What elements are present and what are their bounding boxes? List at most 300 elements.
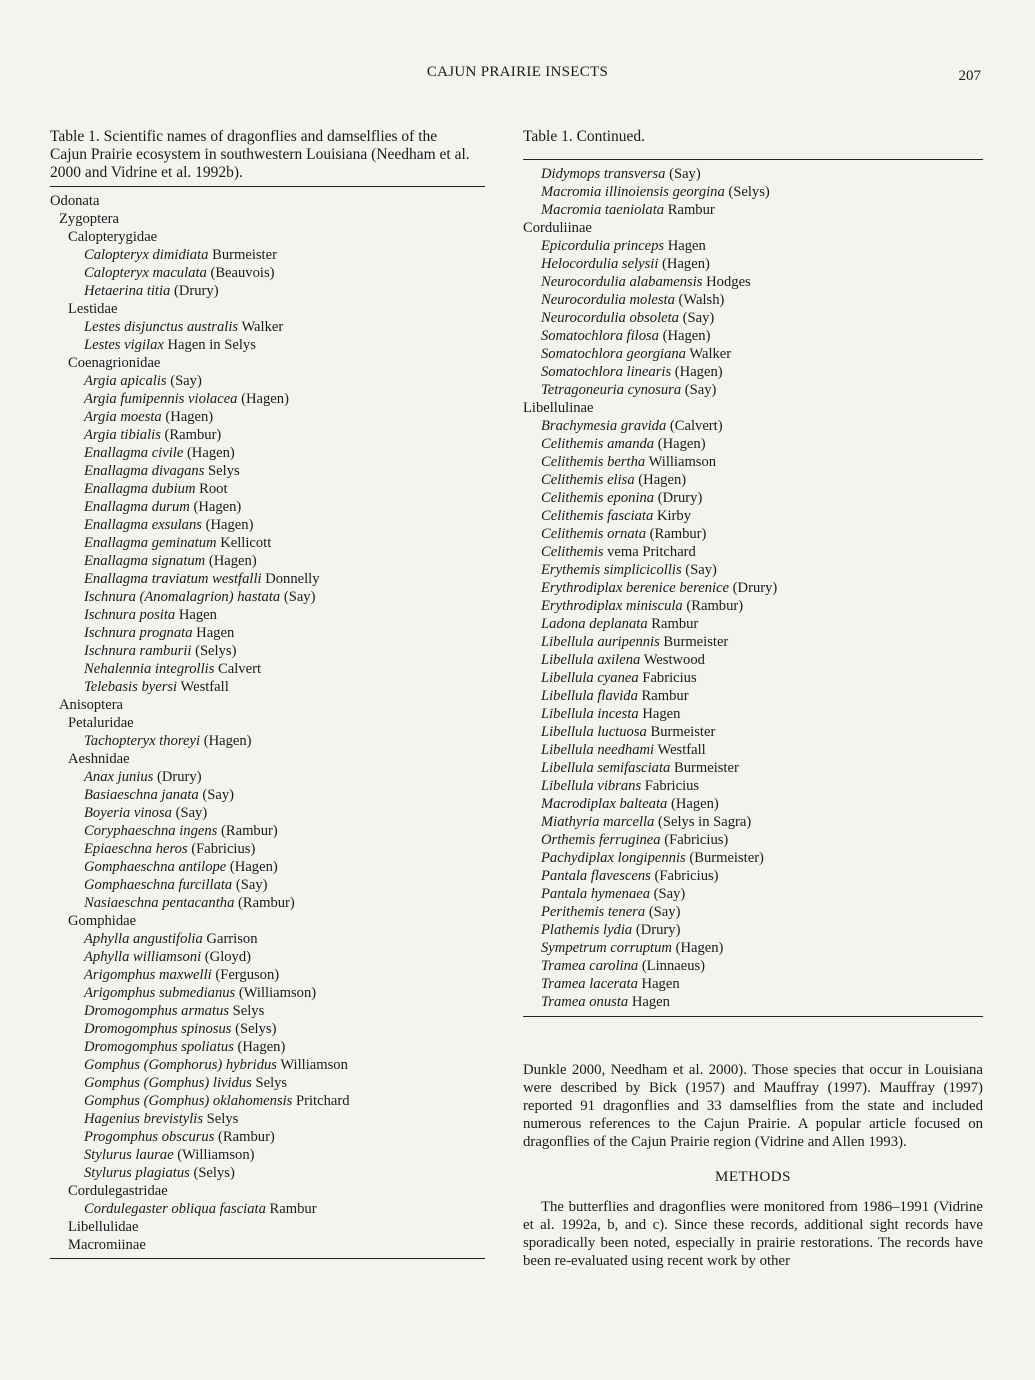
species-name: Tachopteryx thoreyi <box>84 733 201 749</box>
species-author: (Say) <box>166 373 202 389</box>
species-entry <box>50 372 485 390</box>
species-entry <box>523 183 983 201</box>
species-name: Gomphus (Gomphus) lividus <box>84 1075 252 1091</box>
taxon-heading <box>50 714 485 732</box>
species-author: (Selys in Sagra) <box>654 814 752 830</box>
body-paragraph: Dunkle 2000, Needham et al. 2000). Those species that occur in Louisiana were described by Bick (1957) and Mauffray (1997). Mauffray (1997) reported 91 dragonflies and 33 damselflies from the state and included numerous references to the Cajun Prairie. A popular article focused on dragonflies of the Cajun Prairie region (Vidrine and Allen 1993). <box>523 1062 983 1150</box>
species-entry <box>523 237 983 255</box>
species-entry <box>50 390 485 408</box>
running-head: CAJUN PRAIRIE INSECTS <box>426 64 609 80</box>
species-author: (Hagen) <box>205 553 257 569</box>
species-author: (Say) <box>171 805 208 821</box>
species-entry <box>50 444 485 462</box>
species-name: Progomphus obscurus <box>84 1129 215 1145</box>
species-author: (Hagen) <box>200 733 252 749</box>
species-name: Libellula semifasciata <box>541 760 671 776</box>
species-name: Libellula incesta <box>541 706 639 722</box>
table-left-column <box>50 128 485 1259</box>
species-author: (Hagen) <box>658 256 710 272</box>
species-entry <box>523 201 983 219</box>
species-entry <box>523 363 983 381</box>
species-author: (Drury) <box>729 580 778 596</box>
species-author: Burmeister <box>670 760 739 776</box>
species-name: Celithemis eponina <box>541 490 655 506</box>
species-entry <box>523 867 983 885</box>
taxon-heading <box>50 192 485 210</box>
species-entry <box>50 318 485 336</box>
page-number: 207 <box>958 68 981 84</box>
species-author: (Burmeister) <box>685 850 764 866</box>
taxon-name: Zygoptera <box>59 211 119 227</box>
species-name: Enallagma signatum <box>84 553 206 569</box>
species-author: (Hagen) <box>183 445 235 461</box>
species-author: Burmeister <box>659 634 729 650</box>
taxon-name: Libellulidae <box>68 1219 139 1235</box>
table-continued-caption: Table 1. Continued. <box>523 128 646 145</box>
species-author: (Rambur) <box>160 427 222 443</box>
species-entry <box>50 660 485 678</box>
species-entry <box>50 1164 485 1182</box>
species-author: Selys <box>204 463 240 479</box>
species-entry <box>50 534 485 552</box>
species-entry <box>523 507 983 525</box>
species-author: Pritchard <box>292 1093 350 1109</box>
species-name: Stylurus plagiatus <box>84 1165 190 1181</box>
species-entry <box>523 291 983 309</box>
taxon-name: Aeshnidae <box>68 751 130 767</box>
species-entry <box>50 930 485 948</box>
species-entry <box>523 273 983 291</box>
species-author: (Say) <box>198 787 234 803</box>
species-author: Donnelly <box>261 571 320 587</box>
taxon-name: Macromiinae <box>68 1237 146 1253</box>
species-name: Macromia illinoiensis georgina <box>541 184 725 200</box>
species-author: (Calvert) <box>666 418 723 434</box>
species-name: Sympetrum corruptum <box>541 940 672 956</box>
table-caption: Table 1. Scientific names of dragonflies and damselflies of the Cajun Prairie ecosystem in southwestern Louisiana (Needham et al. 2000 and Vidrine et al. 1992b). <box>50 128 470 181</box>
species-author: (Say) <box>280 589 316 605</box>
species-author: (Hagen) <box>671 940 724 956</box>
species-entry <box>50 858 485 876</box>
species-author: Fabricius <box>638 670 697 686</box>
section-heading-methods: METHODS <box>714 1169 791 1185</box>
species-author: (Williamson) <box>235 985 317 1001</box>
species-entry <box>50 246 485 264</box>
taxon-heading <box>523 219 983 237</box>
species-entry <box>50 624 485 642</box>
species-entry <box>523 723 983 741</box>
species-author: (Hagen) <box>237 391 289 407</box>
species-entry <box>523 435 983 453</box>
species-name: Miathyria marcella <box>541 814 655 830</box>
species-name: Celithemis elisa <box>541 472 635 488</box>
species-author: Williamson <box>276 1057 348 1073</box>
species-entry <box>50 984 485 1002</box>
species-name: Enallagma divagans <box>84 463 205 479</box>
species-name: Somatochlora linearis <box>541 364 672 380</box>
species-entry <box>523 759 983 777</box>
species-entry <box>50 1110 485 1128</box>
species-name: Gomphus (Gomphorus) hybridus <box>84 1057 277 1073</box>
species-author: (Hagen) <box>667 796 719 812</box>
species-author: (Say) <box>645 904 681 920</box>
species-entry <box>50 552 485 570</box>
species-entry <box>50 1200 485 1218</box>
species-author: (Hagen) <box>671 364 723 380</box>
species-author: Selys <box>203 1111 239 1127</box>
species-name: Macromia taeniolata <box>541 202 665 218</box>
species-entry <box>50 498 485 516</box>
species-name: Arigomphus submedianus <box>84 985 236 1001</box>
species-entry <box>523 795 983 813</box>
species-author: (Rambur) <box>682 598 744 614</box>
species-name: Ladona deplanata <box>541 616 648 632</box>
species-author: (Hagen) <box>658 328 711 344</box>
species-name: Lestes vigilax <box>84 337 164 353</box>
species-author: (Hagen) <box>634 472 687 488</box>
species-name: Enallagma dubium <box>84 481 196 497</box>
species-author: Walker <box>685 346 732 362</box>
species-author: (Selys) <box>191 643 237 659</box>
species-entry <box>523 921 983 939</box>
species-author: (Williamson) <box>173 1147 255 1163</box>
species-name: Libellula needhami <box>541 742 655 758</box>
right-column <box>523 128 983 1270</box>
species-author: vema Pritchard <box>603 544 696 560</box>
species-name: Libellula axilena <box>541 652 641 668</box>
species-author: (Hagen) <box>161 409 214 425</box>
species-author: Hagen <box>628 994 670 1010</box>
species-entry <box>523 813 983 831</box>
body-paragraph: The butterflies and dragonflies were monitored from 1986–1991 (Vidrine et al. 1992a, b, and c). Since these records, additional sight records have sporadically been noted, especially in prairie restorations. The records have been re-evaluated using recent work by other <box>523 1199 983 1269</box>
species-entry <box>523 831 983 849</box>
table-top-rule <box>50 186 485 187</box>
species-name: Calopteryx dimidiata <box>84 247 209 263</box>
species-author: (Rambur) <box>217 823 278 839</box>
species-name: Libellula flavida <box>541 688 638 704</box>
species-author: (Hagen) <box>233 1039 286 1055</box>
species-name: Argia apicalis <box>84 373 167 389</box>
species-name: Enallagma civile <box>84 445 184 461</box>
species-name: Enallagma exsulans <box>84 517 202 533</box>
species-author: (Drury) <box>170 283 219 299</box>
species-author: Rambur <box>664 202 715 218</box>
species-author: Root <box>195 481 228 497</box>
species-entry <box>50 1146 485 1164</box>
taxon-heading <box>50 750 485 768</box>
species-author: (Ferguson) <box>211 967 280 983</box>
species-name: Libellula auripennis <box>541 634 660 650</box>
table-continued-bottom-rule <box>523 1016 983 1017</box>
taxon-heading <box>50 228 485 246</box>
species-entry <box>523 993 983 1011</box>
species-name: Epicordulia princeps <box>541 238 665 254</box>
table-bottom-rule <box>50 1258 485 1259</box>
species-entry <box>523 885 983 903</box>
species-name: Enallagma durum <box>84 499 190 515</box>
species-author: Selys <box>251 1075 288 1091</box>
species-entry <box>523 489 983 507</box>
species-author: Burmeister <box>208 247 277 263</box>
species-name: Celithemis <box>541 544 604 560</box>
species-entry <box>50 1074 485 1092</box>
species-entry <box>523 255 983 273</box>
species-name: Plathemis lydia <box>541 922 633 938</box>
species-entry <box>523 165 983 183</box>
species-author: Hagen <box>637 976 680 992</box>
species-entry <box>50 516 485 534</box>
species-author: (Rambur) <box>234 895 295 911</box>
species-author: (Say) <box>678 310 715 326</box>
species-entry <box>523 939 983 957</box>
species-name: Tramea carolina <box>541 958 639 974</box>
species-author: Hagen <box>664 238 706 254</box>
taxon-heading <box>50 912 485 930</box>
species-name: Gomphus (Gomphus) oklahomensis <box>84 1093 293 1109</box>
species-entry <box>523 579 983 597</box>
species-author: (Say) <box>232 877 268 893</box>
species-author: Rambur <box>647 616 699 632</box>
species-entry <box>523 309 983 327</box>
species-name: Boyeria vinosa <box>84 805 172 821</box>
species-author: Garrison <box>202 931 258 947</box>
species-name: Argia tibialis <box>84 427 161 443</box>
species-entry <box>523 345 983 363</box>
species-author: (Drury) <box>654 490 703 506</box>
species-entry <box>50 768 485 786</box>
species-author: (Rambur) <box>214 1129 275 1145</box>
species-name: Epiaeschna heros <box>84 841 188 857</box>
species-name: Helocordulia selysii <box>541 256 659 272</box>
species-name: Argia moesta <box>84 409 162 425</box>
species-name: Libellula cyanea <box>541 670 639 686</box>
species-entry <box>50 678 485 696</box>
species-name: Tetragoneuria cynosura <box>541 382 682 398</box>
species-name: Basiaeschna janata <box>84 787 199 803</box>
species-name: Ischnura posita <box>84 607 176 623</box>
species-author: (Hagen) <box>654 436 706 452</box>
species-name: Hetaerina titia <box>84 283 171 299</box>
species-name: Nasiaeschna pentacantha <box>84 895 235 911</box>
species-name: Gomphaeschna furcillata <box>84 877 233 893</box>
taxon-heading <box>50 1182 485 1200</box>
species-entry <box>523 849 983 867</box>
species-entry <box>50 462 485 480</box>
species-author: (Fabricius) <box>187 841 256 857</box>
species-author: (Drury) <box>632 922 681 938</box>
species-name: Libellula luctuosa <box>541 724 647 740</box>
taxon-heading <box>50 300 485 318</box>
species-name: Dromogomphus spinosus <box>84 1021 232 1037</box>
species-entry <box>523 741 983 759</box>
species-entry <box>50 804 485 822</box>
species-author: Fabricius <box>641 778 700 794</box>
species-name: Enallagma geminatum <box>84 535 217 551</box>
species-author: (Say) <box>665 166 701 182</box>
species-entry <box>523 381 983 399</box>
species-entry <box>523 453 983 471</box>
species-name: Celithemis ornata <box>541 526 646 542</box>
species-author: (Walsh) <box>674 292 725 308</box>
species-entry <box>50 948 485 966</box>
species-entry <box>523 597 983 615</box>
species-entry <box>50 588 485 606</box>
species-author: (Hagen) <box>201 517 254 533</box>
species-name: Cordulegaster obliqua fasciata <box>84 1201 266 1217</box>
species-author: Hagen <box>192 625 235 641</box>
species-name: Aphylla williamsoni <box>84 949 202 965</box>
species-author: Rambur <box>637 688 689 704</box>
species-author: (Say) <box>681 382 717 398</box>
species-entry <box>50 1020 485 1038</box>
species-author: (Gloyd) <box>201 949 252 965</box>
species-name: Dromogomphus armatus <box>84 1003 230 1019</box>
species-name: Pantala hymenaea <box>541 886 651 902</box>
species-entry <box>50 822 485 840</box>
species-entry <box>523 633 983 651</box>
body-text-block <box>523 1061 983 1270</box>
species-name: Neurocordulia obsoleta <box>541 310 679 326</box>
species-entry <box>50 264 485 282</box>
species-entry <box>50 336 485 354</box>
species-list-right <box>523 165 983 1011</box>
species-name: Ischnura prognata <box>84 625 193 641</box>
species-name: Telebasis byersi <box>84 679 178 695</box>
species-entry <box>523 651 983 669</box>
species-author: (Fabricius) <box>650 868 719 884</box>
species-entry <box>50 282 485 300</box>
species-author: (Hagen) <box>226 859 278 875</box>
species-name: Aphylla angustifolia <box>84 931 203 947</box>
taxon-heading <box>50 354 485 372</box>
species-author: Selys <box>229 1003 265 1019</box>
species-entry <box>50 642 485 660</box>
species-name: Orthemis ferruginea <box>541 832 661 848</box>
species-entry <box>50 966 485 984</box>
taxon-name: Cordulegastridae <box>68 1183 168 1199</box>
species-name: Somatochlora georgiana <box>541 346 686 362</box>
species-author: Walker <box>238 319 284 335</box>
species-entry <box>50 732 485 750</box>
species-entry <box>523 903 983 921</box>
species-entry <box>50 426 485 444</box>
species-entry <box>50 1128 485 1146</box>
species-entry <box>50 876 485 894</box>
species-author: Williamson <box>645 454 717 470</box>
taxon-name: Coenagrionidae <box>68 355 161 371</box>
species-entry <box>50 1002 485 1020</box>
species-author: Westwood <box>640 652 705 668</box>
species-name: Neurocordulia alabamensis <box>541 274 703 290</box>
species-author: (Selys) <box>724 184 770 200</box>
species-entry <box>50 786 485 804</box>
species-author: Hagen in Selys <box>163 337 256 353</box>
species-name: Pantala flavescens <box>541 868 651 884</box>
taxon-name: Libellulinae <box>523 400 594 416</box>
species-entry <box>523 669 983 687</box>
species-author: (Selys) <box>189 1165 235 1181</box>
species-entry <box>523 705 983 723</box>
species-entry <box>50 1092 485 1110</box>
species-entry <box>50 840 485 858</box>
species-name: Hagenius brevistylis <box>84 1111 204 1127</box>
species-entry <box>523 975 983 993</box>
species-name: Somatochlora filosa <box>541 328 659 344</box>
species-author: (Say) <box>650 886 686 902</box>
species-entry <box>523 687 983 705</box>
species-name: Anax junius <box>84 769 154 785</box>
table-continued-top-rule <box>523 159 983 160</box>
species-name: Erythemis simplicicollis <box>541 562 682 578</box>
species-name: Coryphaeschna ingens <box>84 823 218 839</box>
species-entry <box>50 408 485 426</box>
species-author: Westfall <box>177 679 229 695</box>
species-entry <box>50 570 485 588</box>
taxon-heading <box>50 1218 485 1236</box>
species-entry <box>523 525 983 543</box>
species-name: Ischnura (Anomalagrion) hastata <box>84 589 281 605</box>
species-name: Perithemis tenera <box>541 904 646 920</box>
species-name: Arigomphus maxwelli <box>84 967 212 983</box>
species-author: Hagen <box>638 706 681 722</box>
taxon-heading <box>523 399 983 417</box>
species-name: Erythrodiplax berenice berenice <box>541 580 730 596</box>
species-name: Gomphaeschna antilope <box>84 859 227 875</box>
species-entry <box>523 327 983 345</box>
species-entry <box>50 1056 485 1074</box>
species-entry <box>50 606 485 624</box>
species-author: Hagen <box>175 607 217 623</box>
species-name: Celithemis amanda <box>541 436 655 452</box>
species-name: Stylurus laurae <box>84 1147 174 1163</box>
species-name: Argia fumipennis violacea <box>84 391 238 407</box>
species-name: Neurocordulia molesta <box>541 292 675 308</box>
species-name: Celithemis fasciata <box>541 508 654 524</box>
species-author: (Drury) <box>153 769 202 785</box>
species-name: Macrodiplax balteata <box>541 796 668 812</box>
species-name: Celithemis bertha <box>541 454 646 470</box>
taxon-name: Gomphidae <box>68 913 137 929</box>
species-name: Ischnura ramburii <box>84 643 192 659</box>
species-name: Dromogomphus spoliatus <box>84 1039 234 1055</box>
species-entry <box>523 957 983 975</box>
species-entry <box>523 615 983 633</box>
species-author: (Fabricius) <box>660 832 729 848</box>
species-author: Hodges <box>702 274 751 290</box>
species-name: Lestes disjunctus australis <box>84 319 239 335</box>
taxon-name: Lestidae <box>68 301 118 317</box>
species-name: Erythrodiplax miniscula <box>541 598 683 614</box>
species-name: Tramea lacerata <box>541 976 638 992</box>
species-name: Pachydiplax longipennis <box>541 850 686 866</box>
species-author: Calvert <box>214 661 261 677</box>
species-author: Kellicott <box>216 535 272 551</box>
species-list-left <box>50 192 485 1254</box>
species-entry <box>523 471 983 489</box>
species-name: Tramea onusta <box>541 994 629 1010</box>
taxon-name: Odonata <box>50 193 100 209</box>
species-author: Kirby <box>653 508 691 524</box>
species-name: Nehalennia integrollis <box>84 661 215 677</box>
taxon-heading <box>50 1236 485 1254</box>
species-name: Didymops transversa <box>541 166 666 182</box>
species-name: Enallagma traviatum westfalli <box>84 571 262 587</box>
taxon-name: Anisoptera <box>59 697 124 713</box>
species-entry <box>523 543 983 561</box>
taxon-heading <box>50 210 485 228</box>
species-entry <box>50 1038 485 1056</box>
taxon-heading <box>50 696 485 714</box>
